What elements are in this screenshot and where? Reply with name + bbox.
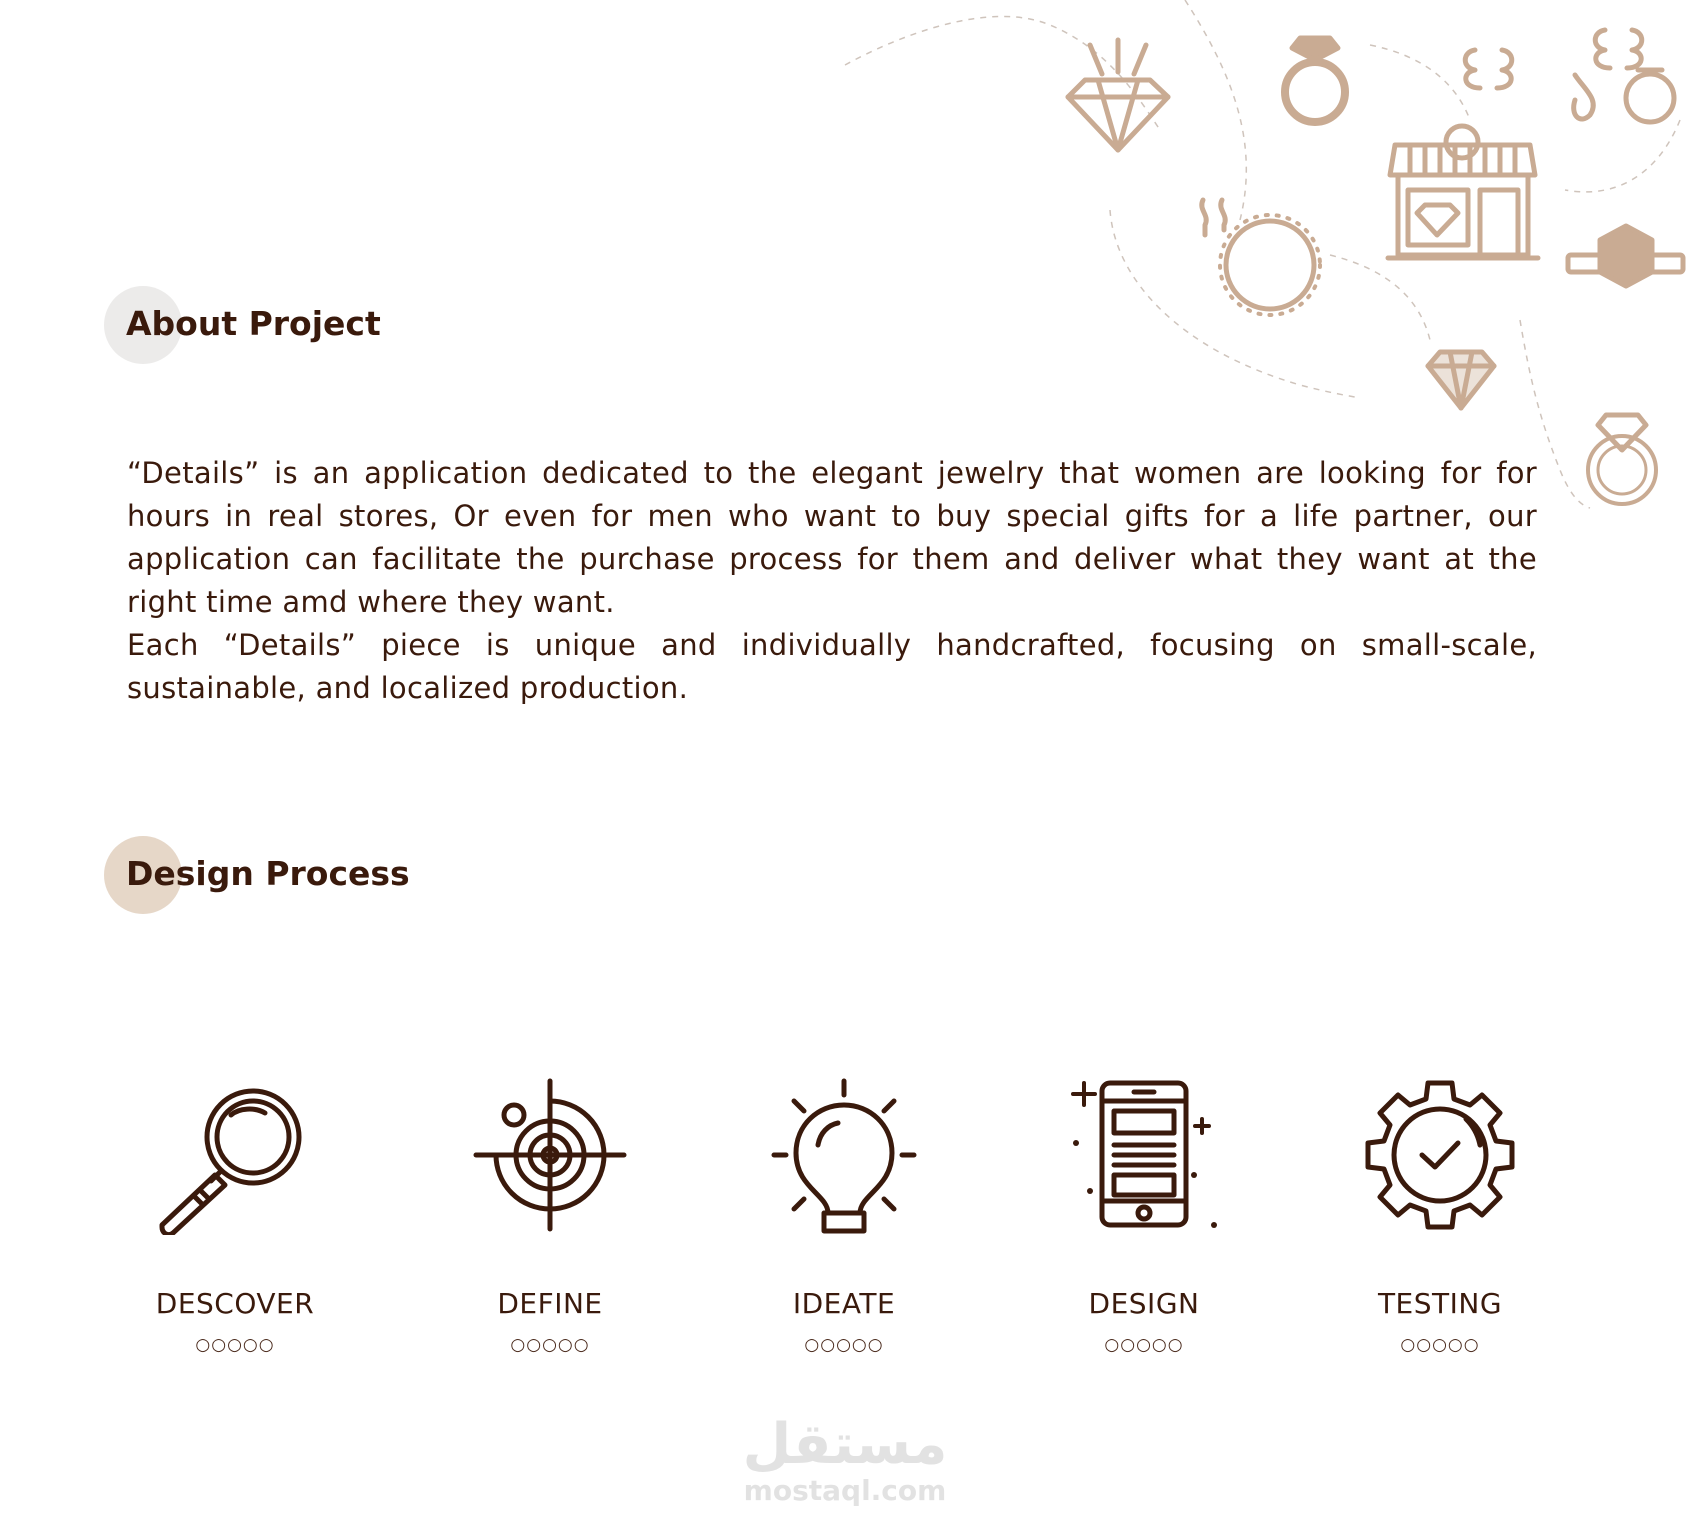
- mobile-wireframe-icon: [1064, 1075, 1224, 1235]
- step-label: DEFINE: [497, 1287, 603, 1320]
- step-dots: ○○○○○: [1400, 1335, 1480, 1355]
- process-step-design: [1014, 1075, 1274, 1375]
- earrings-icon: [1465, 50, 1512, 88]
- small-diamond-icon: [1428, 352, 1494, 408]
- design-process-steps: [0, 1075, 1690, 1375]
- process-step-discover: [105, 1075, 365, 1375]
- hexagon-ring-icon: [1568, 226, 1683, 286]
- step-dots: ○○○○○: [195, 1335, 275, 1355]
- step-dots: ○○○○○: [1104, 1335, 1184, 1355]
- about-heading-title: About Project: [126, 304, 381, 343]
- lightbulb-icon: [764, 1075, 924, 1235]
- step-dots: ○○○○○: [510, 1335, 590, 1355]
- ring-outline-icon: [1588, 415, 1656, 504]
- process-heading-title: Design Process: [126, 854, 410, 893]
- jewelry-store-icon: [1388, 126, 1538, 258]
- process-step-testing: [1310, 1075, 1570, 1375]
- step-label: IDEATE: [792, 1287, 896, 1320]
- step-dots: ○○○○○: [804, 1335, 884, 1355]
- process-step-define: [420, 1075, 680, 1375]
- earring-pair-icon: [1202, 200, 1225, 235]
- target-icon: [470, 1075, 630, 1235]
- about-paragraph-2: Each “Details” piece is unique and individually handcrafted, focusing on small-scale, sustainable, and localized production.: [127, 628, 1537, 705]
- necklace-icon: [1220, 215, 1320, 315]
- step-label: DESCOVER: [155, 1287, 315, 1320]
- mostaql-watermark: [720, 1412, 970, 1515]
- earrings-and-ring-icon: [1574, 30, 1674, 122]
- diamond-ring-icon: [1285, 38, 1345, 122]
- about-description: [127, 452, 1537, 710]
- watermark-latin: mostaql.com: [743, 1474, 947, 1507]
- step-label: DESIGN: [1088, 1287, 1200, 1320]
- process-step-ideate: [714, 1075, 974, 1375]
- step-label: TESTING: [1377, 1287, 1503, 1320]
- gear-check-icon: [1360, 1075, 1520, 1235]
- diamond-burst-icon: [1068, 40, 1168, 150]
- about-paragraph-1: “Details” is an application dedicated to the elegant jewelry that women are looking for for hours in real stores, Or even for men who want to buy special gifts for a life partner, our application can facilitate the purchase process for them and deliver what they want at the right time amd where they want.: [127, 456, 1537, 619]
- magnifier-icon: [155, 1075, 315, 1235]
- watermark-arabic: مستقل: [742, 1412, 948, 1477]
